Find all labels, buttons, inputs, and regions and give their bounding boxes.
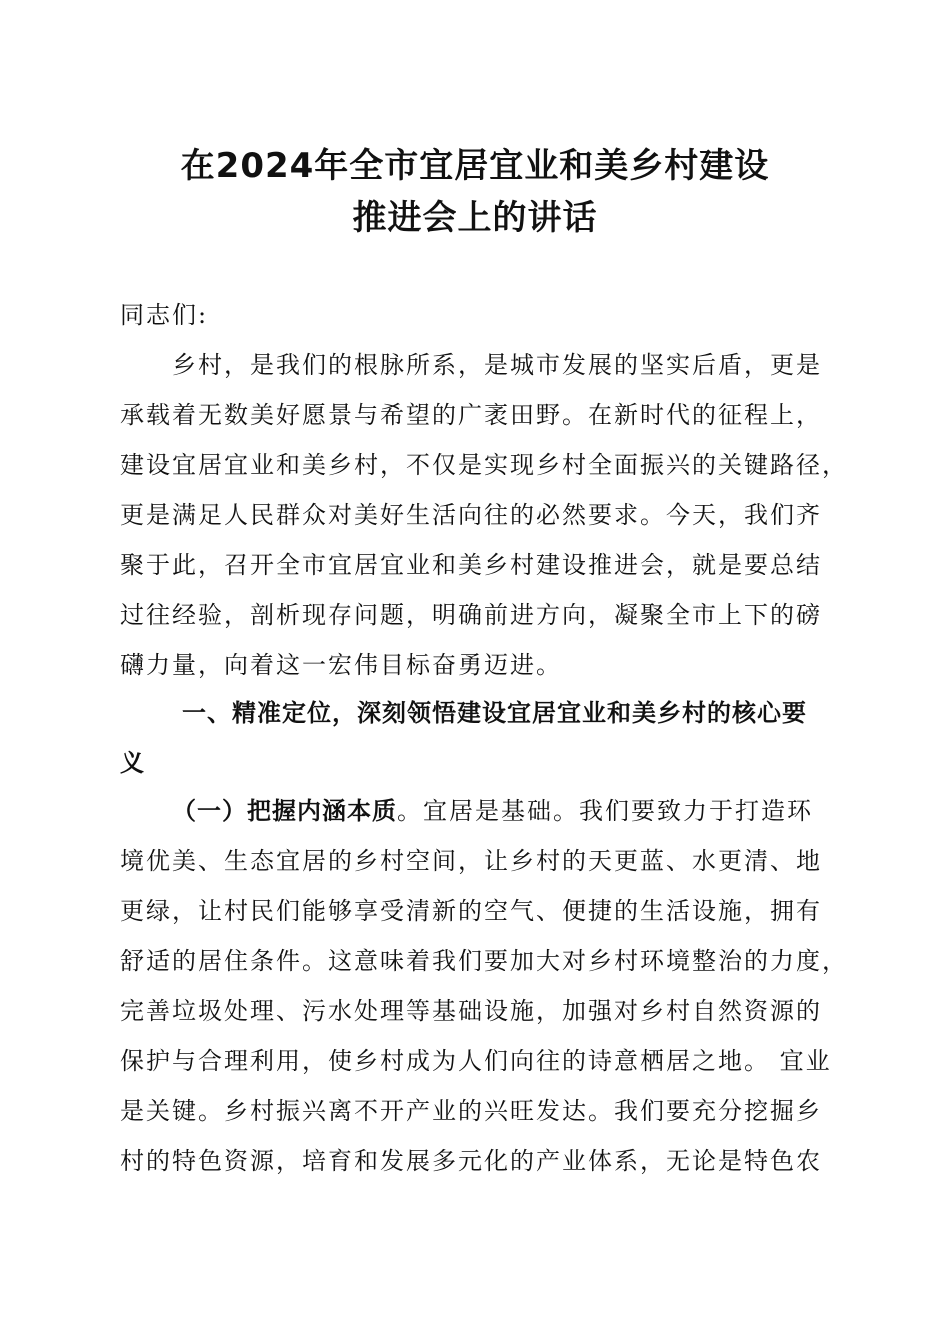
paragraph-line: 建设宜居宜业和美乡村，不仅是实现乡村全面振兴的关键路径， [120, 451, 848, 479]
section-heading-line: 一、精准定位，深刻领悟建设宜居宜业和美乡村的核心要 [182, 699, 807, 727]
paragraph-line: 承载着无数美好愿景与希望的广袤田野。在新时代的征程上， [120, 401, 822, 429]
body-paragraph-2 [120, 786, 848, 1186]
document-title-line-1: 在2024年全市宜居宜业和美乡村建设 [180, 146, 770, 186]
paragraph-line-rest: 。宜居是基础。我们要致力于打造环 [397, 797, 813, 825]
paragraph-line: 村的特色资源，培育和发展多元化的产业体系，无论是特色农 [120, 1147, 822, 1175]
subsection-heading: （一）把握内涵本质 [172, 797, 397, 825]
section-heading-line: 义 [120, 749, 145, 777]
salutation: 同志们: [120, 301, 209, 329]
paragraph-line: 礴力量，向着这一宏伟目标奋勇迈进。 [120, 651, 562, 679]
paragraph-line: 聚于此，召开全市宜居宜业和美乡村建设推进会，就是要总结 [120, 551, 822, 579]
section-heading-1 [120, 688, 820, 788]
paragraph-line: 更是满足人民群众对美好生活向往的必然要求。今天，我们齐 [120, 501, 822, 529]
paragraph-line: 保护与合理利用，使乡村成为人们向往的诗意栖居之地。 宜业 [120, 1047, 832, 1075]
paragraph-first-line [120, 786, 820, 836]
paragraph-line: 舒适的居住条件。这意味着我们要加大对乡村环境整治的力度， [120, 947, 848, 975]
paragraph-line: 是关键。乡村振兴离不开产业的兴旺发达。我们要充分挖掘乡 [120, 1097, 822, 1125]
paragraph-line: 完善垃圾处理、污水处理等基础设施，加强对乡村自然资源的 [120, 997, 822, 1025]
paragraph-line: 乡村，是我们的根脉所系，是城市发展的坚实后盾，更是 [172, 351, 822, 379]
document-title-line-2: 推进会上的讲话 [352, 198, 598, 238]
body-paragraph-1 [120, 340, 848, 690]
paragraph-line: 境优美、生态宜居的乡村空间，让乡村的天更蓝、水更清、地 [120, 847, 822, 875]
paragraph-line: 更绿，让村民们能够享受清新的空气、便捷的生活设施，拥有 [120, 897, 822, 925]
paragraph-line: 过往经验，剖析现存问题，明确前进方向，凝聚全市上下的磅 [120, 601, 822, 629]
